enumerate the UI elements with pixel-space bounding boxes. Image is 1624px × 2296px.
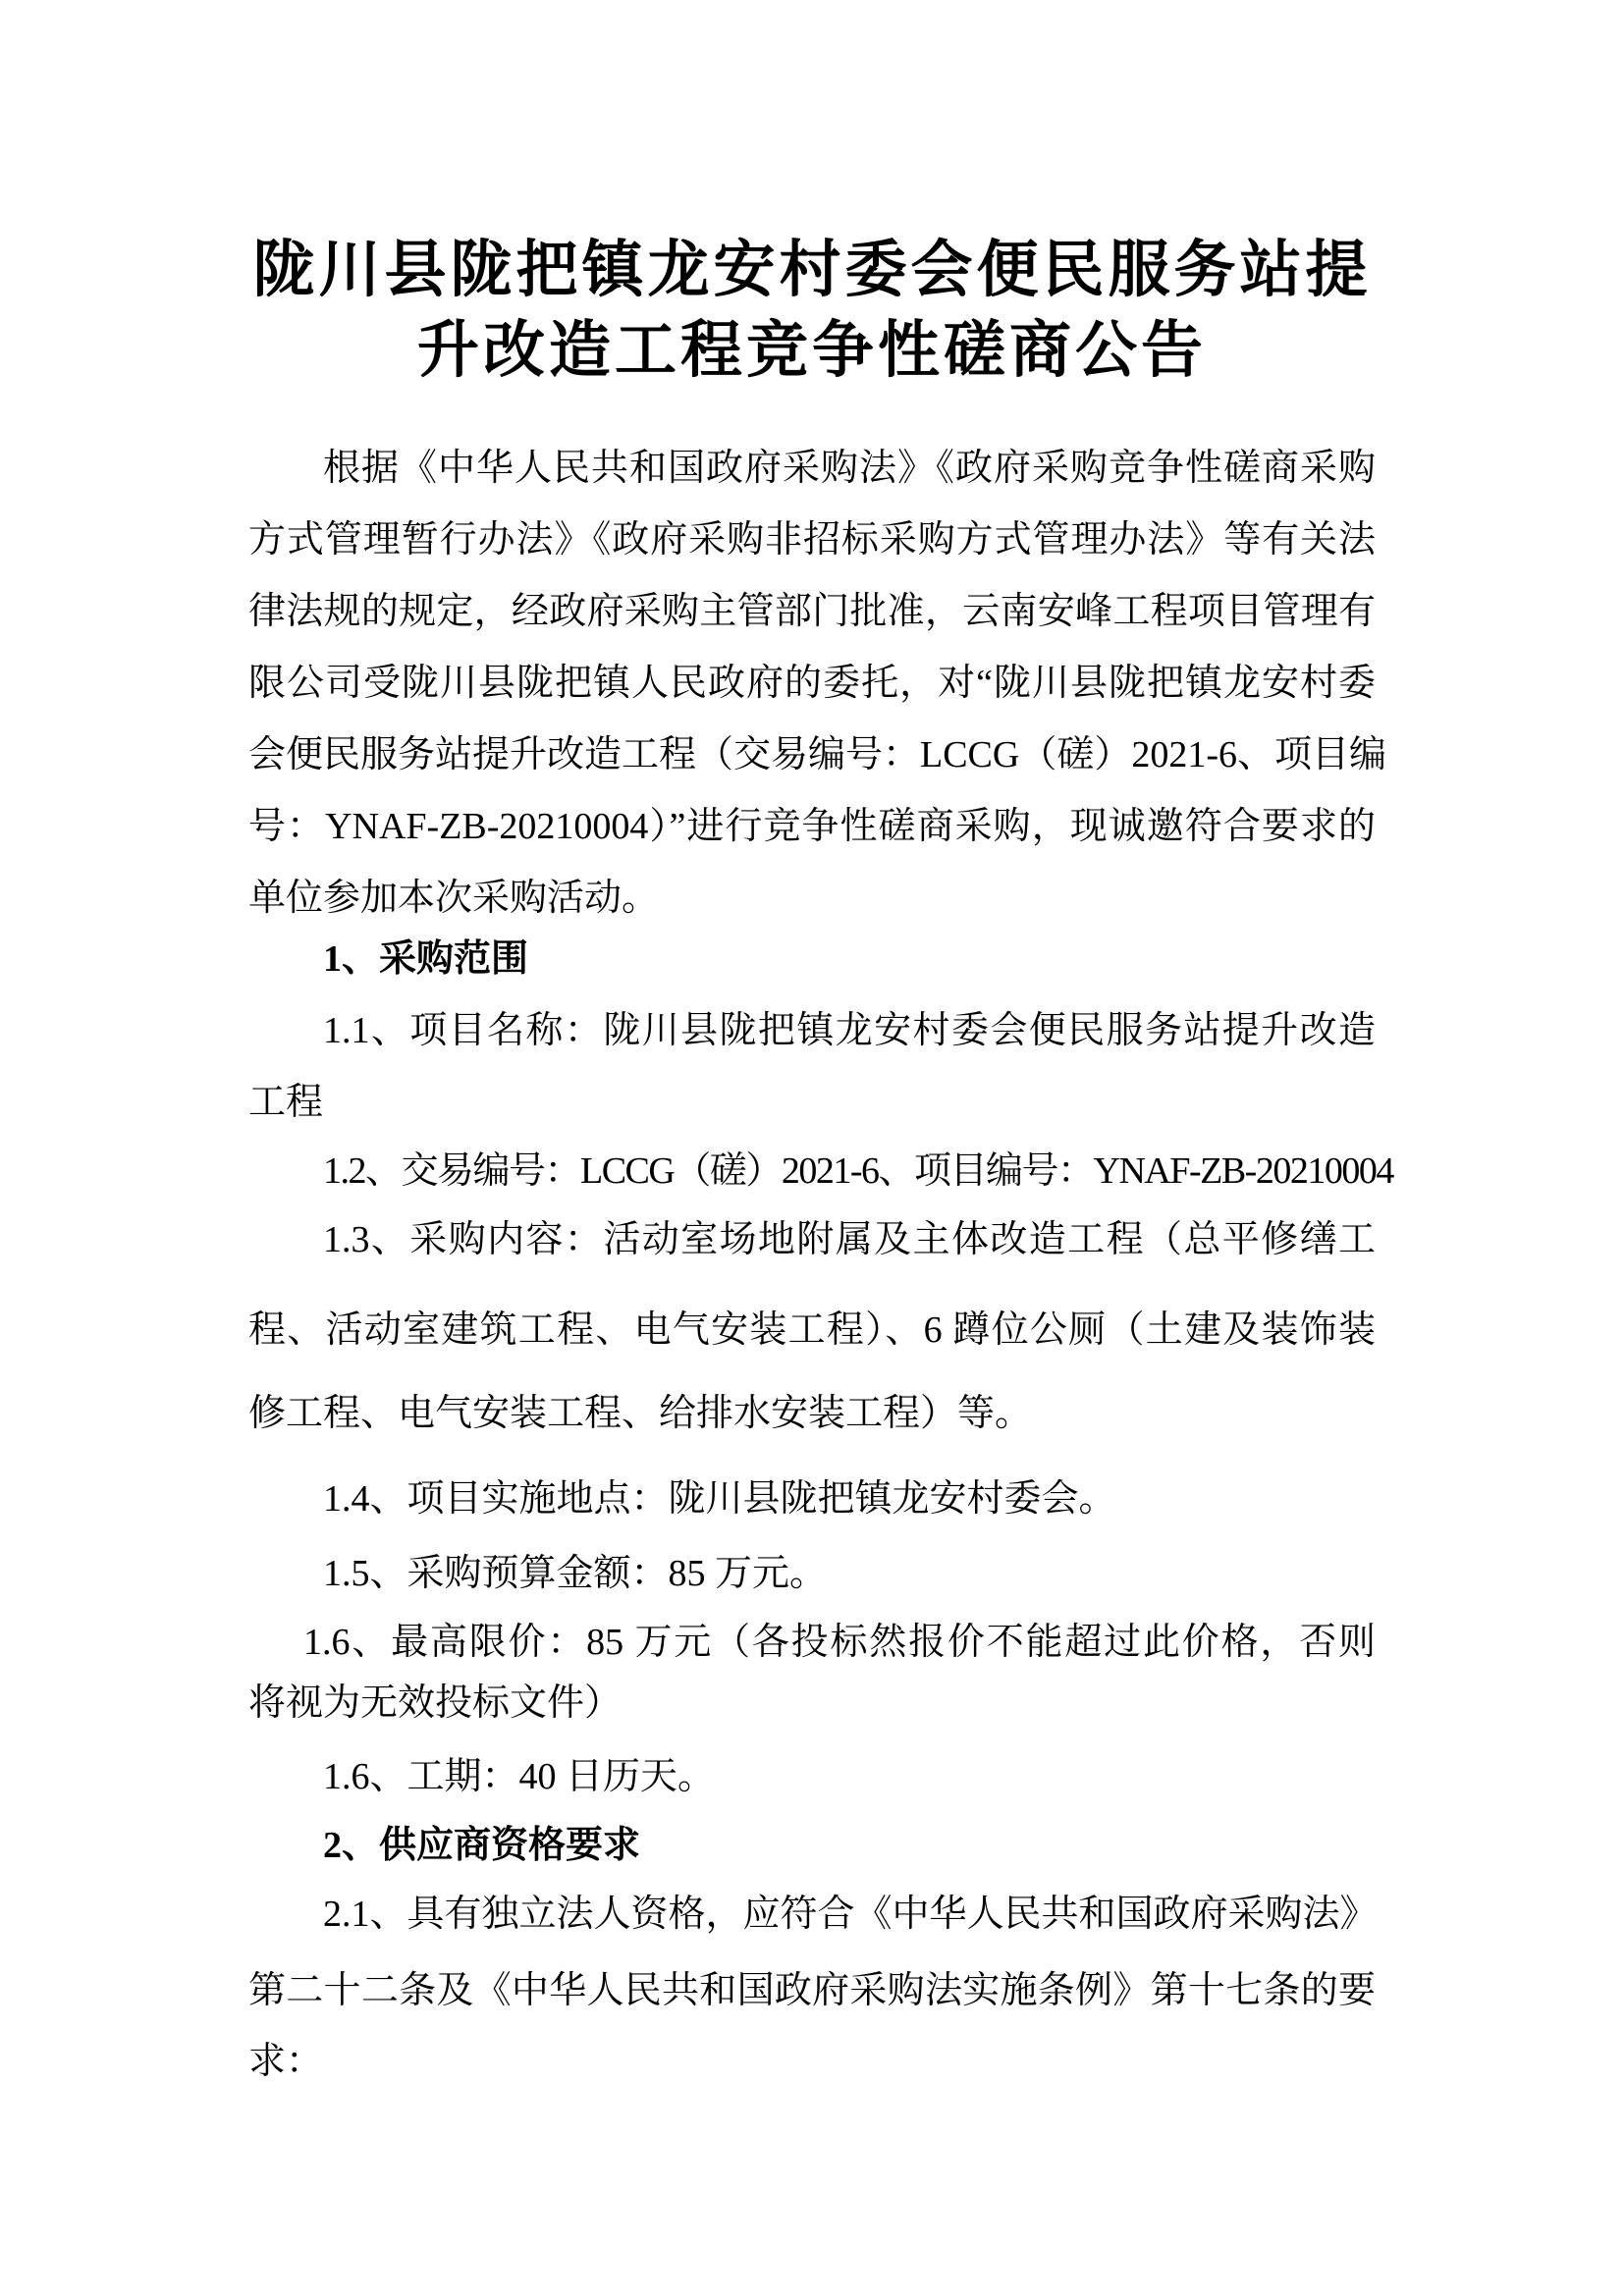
item-1-1-line-1: 1.1、项目名称：陇川县陇把镇龙安村委会便民服务站提升改造 (323, 1010, 1376, 1051)
item-1-1-line-2: 工程 (248, 1082, 324, 1123)
section-1-heading: 1、采购范围 (323, 938, 529, 980)
item-2-1-line-1: 2.1、具有独立法人资格，应符合《中华人民共和国政府采购法》 (323, 1894, 1378, 1935)
item-1-2: 1.2、交易编号：LCCG（磋）2021-6、项目编号：YNAF-ZB-20210004 (323, 1150, 1393, 1192)
document-title (0, 230, 1624, 391)
item-1-3-line-1: 1.3、采购内容：活动室场地附属及主体改造工程（总平修缮工 (323, 1219, 1376, 1260)
title-line-2: 升改造工程竞争性磋商公告 (417, 316, 1207, 385)
intro-line-4: 限公司受陇川县陇把镇人民政府的委托，对“陇川县陇把镇龙安村委 (248, 663, 1376, 704)
intro-line-2: 方式管理暂行办法》《政府采购非招标采购方式管理办法》等有关法 (248, 519, 1376, 561)
item-1-3-line-2: 程、活动室建筑工程、电气安装工程）、6 蹲位公厕（土建及装饰装 (248, 1309, 1376, 1351)
item-1-6-duration: 1.6、工期：40 日历天。 (323, 1756, 716, 1797)
item-1-5: 1.5、采购预算金额：85 万元。 (323, 1553, 828, 1594)
intro-line-6: 号：YNAF-ZB-20210004）”进行竞争性磋商采购，现诚邀符合要求的 (248, 806, 1376, 847)
item-2-1-line-2: 第二十二条及《中华人民共和国政府采购法实施条例》第十七条的要 (248, 1970, 1376, 2011)
item-2-1-line-3: 求： (248, 2041, 324, 2082)
intro-line-7: 单位参加本次采购活动。 (248, 878, 660, 919)
section-2-heading: 2、供应商资格要求 (323, 1825, 641, 1866)
intro-line-1: 根据《中华人民共和国政府采购法》《政府采购竞争性磋商采购 (323, 448, 1376, 489)
item-1-6-price-line-1: 1.6、最高限价：85 万元（各投标然报价不能超过此价格，否则 (303, 1622, 1376, 1663)
item-1-3-line-3: 修工程、电气安装工程、给排水安装工程）等。 (248, 1393, 1033, 1434)
intro-line-3: 律法规的规定，经政府采购主管部门批准，云南安峰工程项目管理有 (248, 591, 1376, 632)
item-1-6-price-line-2: 将视为无效投标文件） (248, 1682, 623, 1724)
intro-line-5: 会便民服务站提升改造工程（交易编号：LCCG（磋）2021-6、项目编 (248, 734, 1387, 775)
title-line-1: 陇川县陇把镇龙安村委会便民服务站提 (252, 236, 1372, 304)
item-1-4: 1.4、项目实施地点：陇川县陇把镇龙安村委会。 (323, 1478, 1116, 1520)
